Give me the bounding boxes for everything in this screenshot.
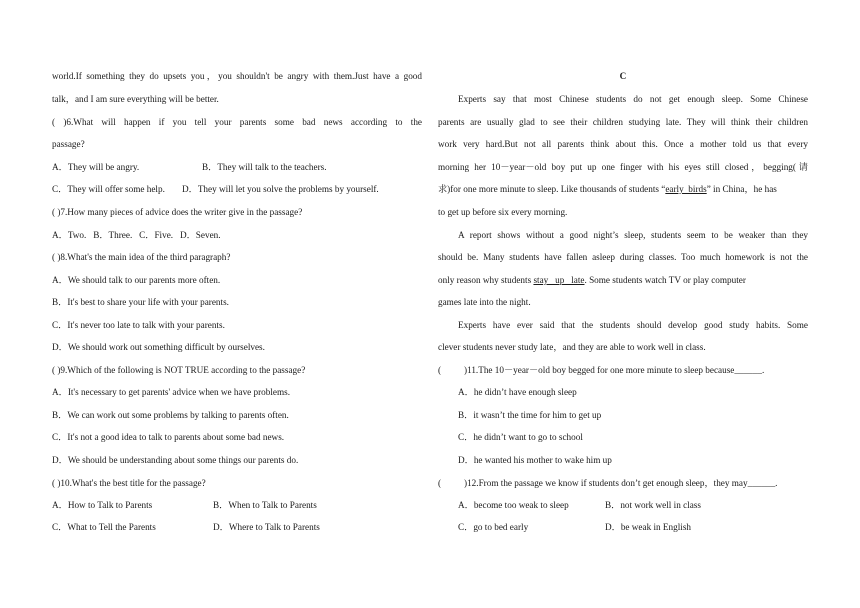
q9-option-a: A．It's necessary to get parents' advice when we have problems. — [52, 387, 291, 397]
question-7: ( )7.How many pieces of advice does the writer give in the passage? — [52, 207, 303, 217]
passage-text-line: Experts say that most Chinese students do not get enough sleep. Some Chinese — [458, 94, 808, 104]
passage-text: 求)for one more minute to sleep. Like thousands of students “ — [438, 184, 666, 194]
question-8: ( )8.What's the main idea of the third paragraph? — [52, 252, 231, 262]
q10-option-a: A．How to Talk to Parents — [52, 500, 153, 510]
q8-option-b: B．It's best to share your life with your parents. — [52, 297, 229, 307]
q8-option-c: C．It's never too late to talk with your parents. — [52, 320, 225, 330]
q9-option-c: C．It's not a good idea to talk to parents about some bad news. — [52, 432, 285, 442]
q8-option-d: D．We should work out something difficult by ourselves. — [52, 342, 265, 352]
q6-option-c: C．They will offer some help. — [52, 184, 165, 194]
section-heading: C — [619, 71, 627, 81]
q7-options: A．Two. B．Three. C．Five. D．Seven. — [52, 230, 221, 240]
passage-text-line: work very hard.But not all parents think about this. Once a mother told us that every — [438, 139, 808, 149]
passage-text-line: A report shows without a good night’s sleep, students seem to be weaker than they — [458, 230, 808, 240]
question-12: ( )12.From the passage we know if students don’t get enough sleep，they may______. — [438, 478, 778, 488]
passage-text-line: talk，and I am sure everything will be better. — [52, 94, 219, 104]
q10-option-b: B．When to Talk to Parents — [213, 500, 317, 510]
question-10: ( )10.What's the best title for the passage? — [52, 478, 206, 488]
q6-option-a: A．They will be angry. — [52, 162, 140, 172]
q10-option-c: C．What to Tell the Parents — [52, 522, 156, 532]
q6-option-b: B．They will talk to the teachers. — [202, 162, 327, 172]
passage-text: . Some students watch TV or play computer — [584, 275, 746, 285]
question-11: ( )11.The 10－year－old boy begged for one more minute to sleep because______. — [438, 365, 765, 375]
passage-text-line: should be. Many students have fallen asleep during classes. Too much homework is not the — [438, 252, 808, 262]
underlined-phrase: early birds — [665, 184, 707, 194]
question-9: ( )9.Which of the following is NOT TRUE according to the passage? — [52, 365, 306, 375]
q9-option-d: D．We should be understanding about some things our parents do. — [52, 455, 299, 465]
passage-text: only reason why students — [438, 275, 534, 285]
question-6-continued: passage? — [52, 139, 85, 149]
passage-text-line: morning her 10－year－old boy put up one finger with his eyes still closed，begging(请 — [438, 162, 808, 172]
q12-option-b: B．not work well in class — [605, 500, 701, 510]
passage-text-line: games late into the night. — [438, 297, 531, 307]
q12-option-c: C．go to bed early — [458, 522, 529, 532]
q11-option-a: A．he didn’t have enough sleep — [458, 387, 577, 397]
passage-text-line: Experts have ever said that the students should develop good study habits. Some — [458, 320, 808, 330]
passage-text-line: to get up before six every morning. — [438, 207, 568, 217]
q10-option-d: D．Where to Talk to Parents — [213, 522, 320, 532]
q12-option-d: D．be weak in English — [605, 522, 691, 532]
q8-option-a: A．We should talk to our parents more often. — [52, 275, 221, 285]
q11-option-d: D．he wanted his mother to wake him up — [458, 455, 612, 465]
passage-text-line: parents are usually glad to see their children studying late. They will think their children — [438, 117, 808, 127]
q11-option-c: C．he didn’t want to go to school — [458, 432, 583, 442]
q12-option-a: A．become too weak to sleep — [458, 500, 569, 510]
passage-text-line — [438, 274, 746, 286]
underlined-phrase: stay up late — [533, 275, 585, 285]
q9-option-b: B．We can work out some problems by talking to parents often. — [52, 410, 289, 420]
q11-option-b: B．it wasn’t the time for him to get up — [458, 410, 602, 420]
question-6: ( )6.What will happen if you tell your parents some bad news according to the — [52, 117, 422, 127]
passage-text: ” in China，he has — [706, 184, 777, 194]
q6-option-d: D．They will let you solve the problems by yourself. — [182, 184, 379, 194]
passage-text-line: world.If something they do upsets you，you shouldn't be angry with them.Just have a good — [52, 71, 422, 81]
passage-text-line — [438, 183, 777, 195]
passage-text-line: clever students never study late，and they are able to work well in class. — [438, 342, 706, 352]
